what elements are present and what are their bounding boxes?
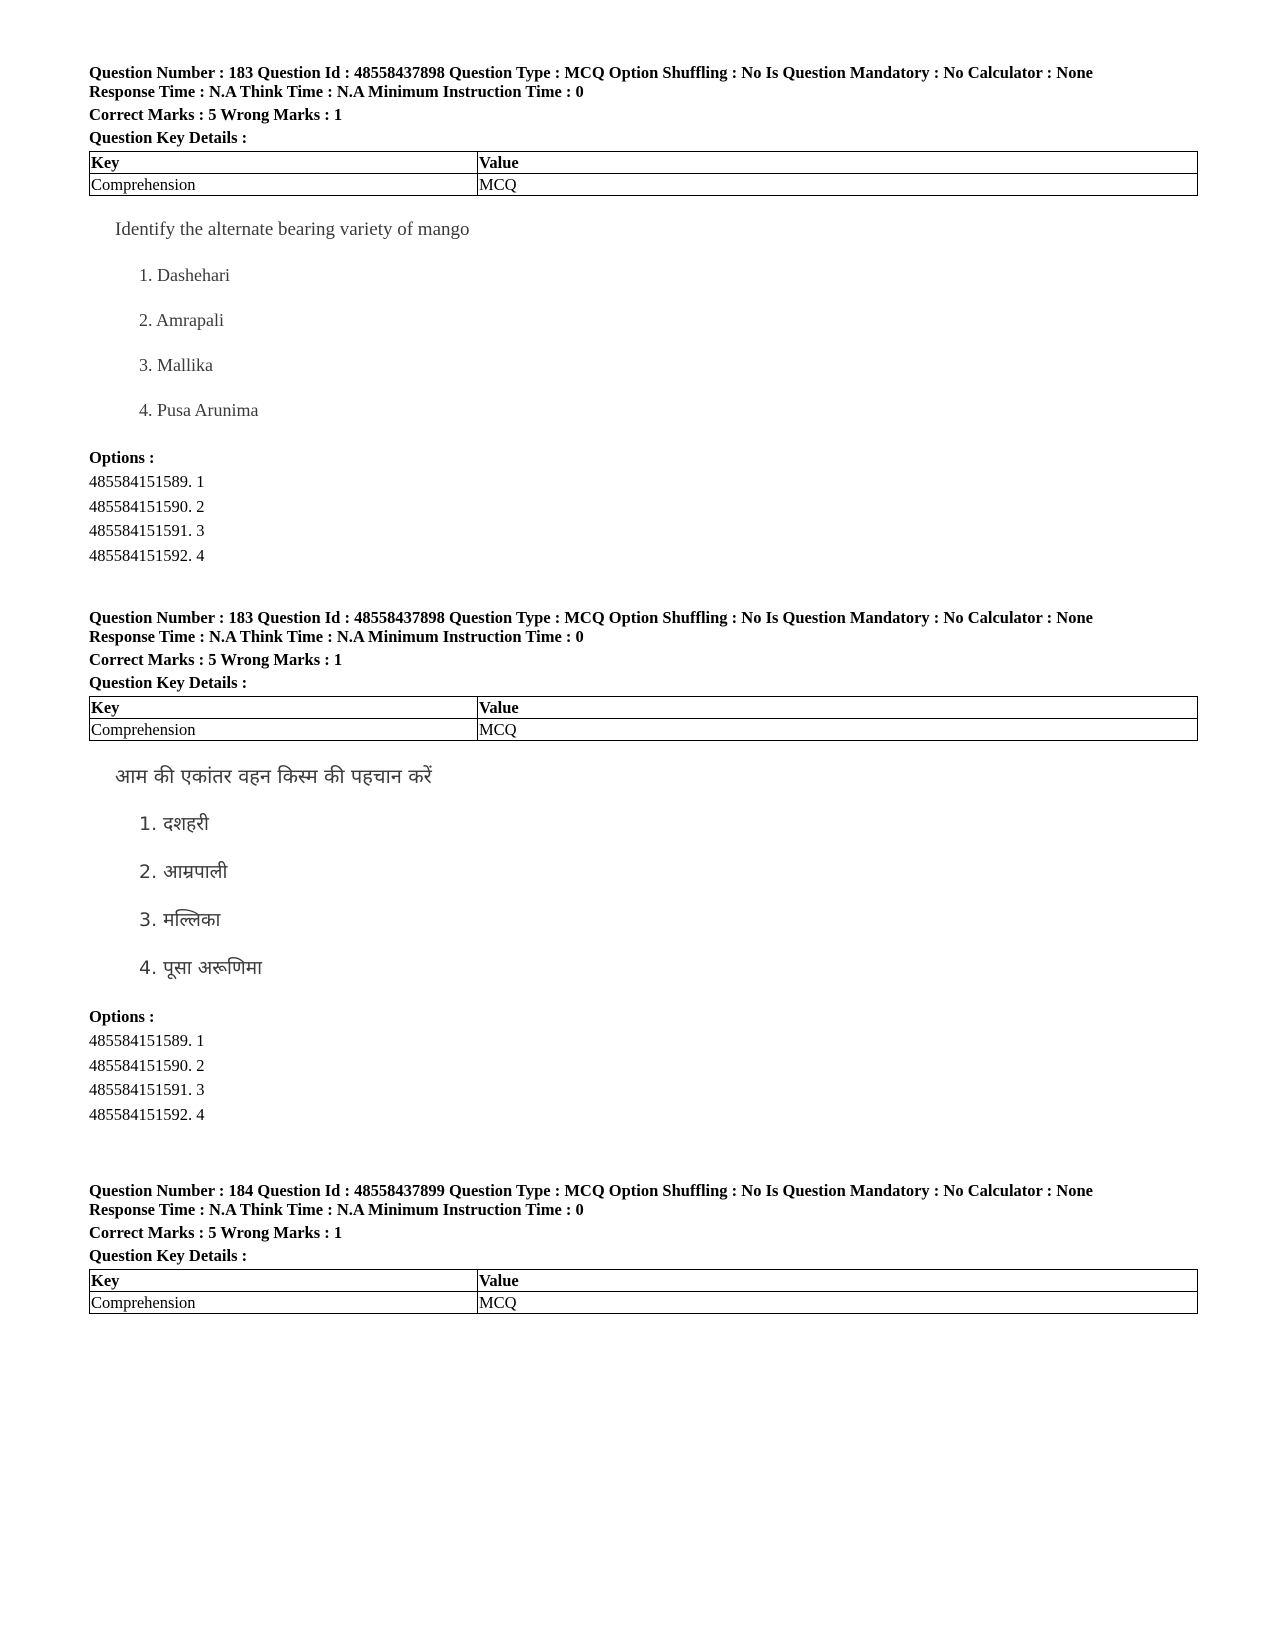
question-marks: Correct Marks : 5 Wrong Marks : 1 <box>89 1223 343 1242</box>
options-label: Options : <box>89 1007 155 1026</box>
question-key-details-label: Question Key Details : <box>89 128 248 147</box>
question-timing-line: Response Time : N.A Think Time : N.A Minimum Instruction Time : 0 <box>89 1200 584 1219</box>
option-row: 485584151589. 1 <box>89 472 205 491</box>
value-header: Value <box>478 697 1198 719</box>
option-row: 485584151592. 4 <box>89 1104 205 1124</box>
key-header: Key <box>90 152 478 174</box>
value-cell: MCQ <box>478 1292 1198 1314</box>
option-row: 485584151590. 2 <box>89 1055 205 1075</box>
key-cell: Comprehension <box>90 719 478 741</box>
question-header <box>89 1181 1198 1265</box>
question-meta-line: Question Number : 183 Question Id : 48558437898 Question Type : MCQ Option Shuffling : No Is Question Mandatory : No Calculator : None <box>89 63 1093 82</box>
choice-item: 4. Pusa Arunima <box>139 400 259 420</box>
value-cell: MCQ <box>478 174 1198 196</box>
choice-item: 1. दशहरी <box>139 813 209 835</box>
key-cell: Comprehension <box>90 174 478 196</box>
choice-item: 2. Amrapali <box>139 310 224 330</box>
question-marks: Correct Marks : 5 Wrong Marks : 1 <box>89 650 343 669</box>
options-label: Options : <box>89 448 155 467</box>
key-value-table <box>89 1269 1198 1314</box>
question-header <box>89 63 1198 147</box>
choice-list <box>139 263 1198 422</box>
question-timing-line: Response Time : N.A Think Time : N.A Minimum Instruction Time : 0 <box>89 82 584 101</box>
table-header-row <box>90 152 1198 174</box>
value-header: Value <box>478 1270 1198 1292</box>
question-header <box>89 608 1198 692</box>
table-row <box>90 1292 1198 1314</box>
question-image <box>115 218 1198 422</box>
question-block <box>89 63 1198 568</box>
table-row <box>90 719 1198 741</box>
table-header-row <box>90 697 1198 719</box>
key-value-table <box>89 696 1198 741</box>
choice-item: 3. मल्लिका <box>139 909 221 931</box>
question-key-details-label: Question Key Details : <box>89 1246 248 1265</box>
choice-item: 2. आम्रपाली <box>139 861 228 883</box>
question-image <box>115 763 1198 981</box>
choice-item: 3. Mallika <box>139 355 213 375</box>
option-row: 485584151591. 3 <box>89 1080 205 1099</box>
options-section <box>89 446 1198 568</box>
table-row <box>90 174 1198 196</box>
choice-item: 4. पूसा अरूणिमा <box>139 957 262 979</box>
key-header: Key <box>90 697 478 719</box>
choice-item: 1. Dashehari <box>139 265 230 285</box>
question-timing-line: Response Time : N.A Think Time : N.A Minimum Instruction Time : 0 <box>89 627 584 646</box>
question-key-details-label: Question Key Details : <box>89 673 248 692</box>
option-row: 485584151592. 4 <box>89 545 205 565</box>
option-row: 485584151590. 2 <box>89 496 205 516</box>
option-row: 485584151591. 3 <box>89 521 205 540</box>
question-marks: Correct Marks : 5 Wrong Marks : 1 <box>89 105 343 124</box>
question-meta-line: Question Number : 183 Question Id : 48558437898 Question Type : MCQ Option Shuffling : No Is Question Mandatory : No Calculator : None <box>89 608 1093 627</box>
value-cell: MCQ <box>478 719 1198 741</box>
option-row: 485584151589. 1 <box>89 1031 205 1050</box>
question-block <box>89 608 1198 1127</box>
value-header: Value <box>478 152 1198 174</box>
question-meta-line: Question Number : 184 Question Id : 48558437899 Question Type : MCQ Option Shuffling : No Is Question Mandatory : No Calculator : None <box>89 1181 1093 1200</box>
choice-list <box>139 811 1198 981</box>
question-stem: आम की एकांतर वहन किस्म की पहचान करें <box>115 764 432 788</box>
question-block <box>89 1181 1198 1314</box>
table-header-row <box>90 1270 1198 1292</box>
key-value-table <box>89 151 1198 196</box>
options-section <box>89 1005 1198 1127</box>
key-cell: Comprehension <box>90 1292 478 1314</box>
question-stem: Identify the alternate bearing variety of mango <box>115 219 470 240</box>
key-header: Key <box>90 1270 478 1292</box>
